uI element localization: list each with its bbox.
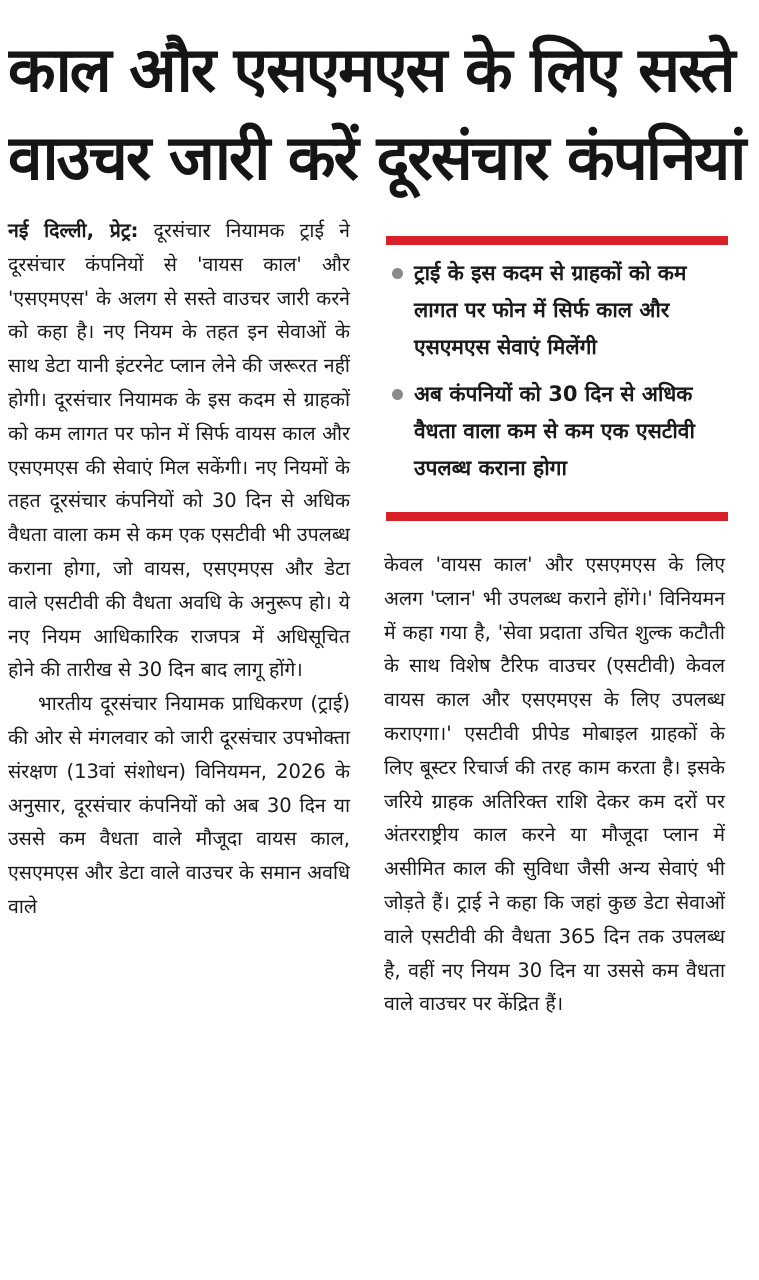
article-paragraph-2: भारतीय दूरसंचार नियामक प्राधिकरण (ट्राई) की ओर से मंगलवार को जारी दूरसंचार उपभोक्ता संरक्षण (13वां संशोधन) विनियमन, 2026 के अनुसार, दूरसंचार कंपनियों को अब 30 दिन या उससे कम वैधता वाले मौजूदा वायस काल, एसएमएस और डेटा वाले वाउचर के समान अवधि वाले xyxy=(8,692,350,918)
headline xyxy=(8,26,753,202)
highlights-box xyxy=(386,255,728,497)
article-paragraph-1 xyxy=(8,214,350,687)
bullet-icon xyxy=(392,389,403,400)
dateline: नई दिल्ली, प्रेट्र: xyxy=(8,219,139,242)
article-left-column xyxy=(8,214,350,924)
highlight-top-rule xyxy=(386,236,728,245)
highlight-item xyxy=(386,376,728,487)
headline-line-1: काल और एसएमएस के लिए सस्ते xyxy=(8,33,734,106)
highlight-item xyxy=(386,255,728,366)
highlight-bottom-rule xyxy=(386,512,728,521)
bullet-icon xyxy=(392,268,403,279)
headline-line-2: वाउचर जारी करें दूरसंचार कंपनियां xyxy=(8,121,745,194)
highlight-text: ट्राई के इस कदम से ग्राहकों को कम लागत पर फोन में सिर्फ काल और एसएमएस सेवाएं मिलेंगी xyxy=(414,261,687,359)
article-paragraph-3: केवल 'वायस काल' और एसएमएस के लिए अलग 'प्लान' भी उपलब्ध कराने होंगे।' विनियमन में कहा गया है, 'सेवा प्रदाता उचित शुल्क कटौती के साथ विशेष टैरिफ वाउचर (एसटीवी) केवल वायस काल और एसएमएस के लिए उपलब्ध कराएगा।' एसटीवी प्रीपेड मोबाइल ग्राहकों के लिए बूस्टर रिचार्ज की तरह काम करता है। इसके जरिये ग्राहक अतिरिक्त राशि देकर कम दरों पर अंतरराष्ट्रीय काल करने या मौजूदा प्लान में असीमित काल की सुविधा जैसी अन्य सेवाएं भी जोड़ते हैं। ट्राई ने कहा कि जहां कुछ डेटा सेवाओं वाले एसटीवी की वैधता 365 दिन तक उपलब्ध है, वहीं नए नियम 30 दिन या उससे कम वैधता वाले वाउचर पर केंद्रित हैं। xyxy=(384,553,725,1016)
article-right-column xyxy=(384,548,725,1021)
article-paragraph-1-text: दूरसंचार नियामक ट्राई ने दूरसंचार कंपनियों से 'वायस काल' और 'एसएमएस' के अलग से सस्ते वाउचर जारी करने को कहा है। नए नियम के तहत इन सेवाओं के साथ डेटा यानी इंटरनेट प्लान लेने की जरूरत नहीं होगी। दूरसंचार नियामक के इस कदम से ग्राहकों को कम लागत पर फोन में सिर्फ वायस काल और एसएमएस की सेवाएं मिल सकेंगी। नए नियमों के तहत दूरसंचार कंपनियों को 30 दिन से अधिक वैधता वाला कम से कम एक एसटीवी भी उपलब्ध कराना होगा, जो वायस, एसएमएस और डेटा वाले एसटीवी की वैधता अवधि के अनुरूप हो। ये नए नियम आधिकारिक राजपत्र में अधिसूचित होने की तारीख से 30 दिन बाद लागू होंगे। xyxy=(8,219,350,682)
highlight-text: अब कंपनियों को 30 दिन से अधिक वैधता वाला कम से कम एक एसटीवी उपलब्ध कराना होगा xyxy=(414,382,695,480)
